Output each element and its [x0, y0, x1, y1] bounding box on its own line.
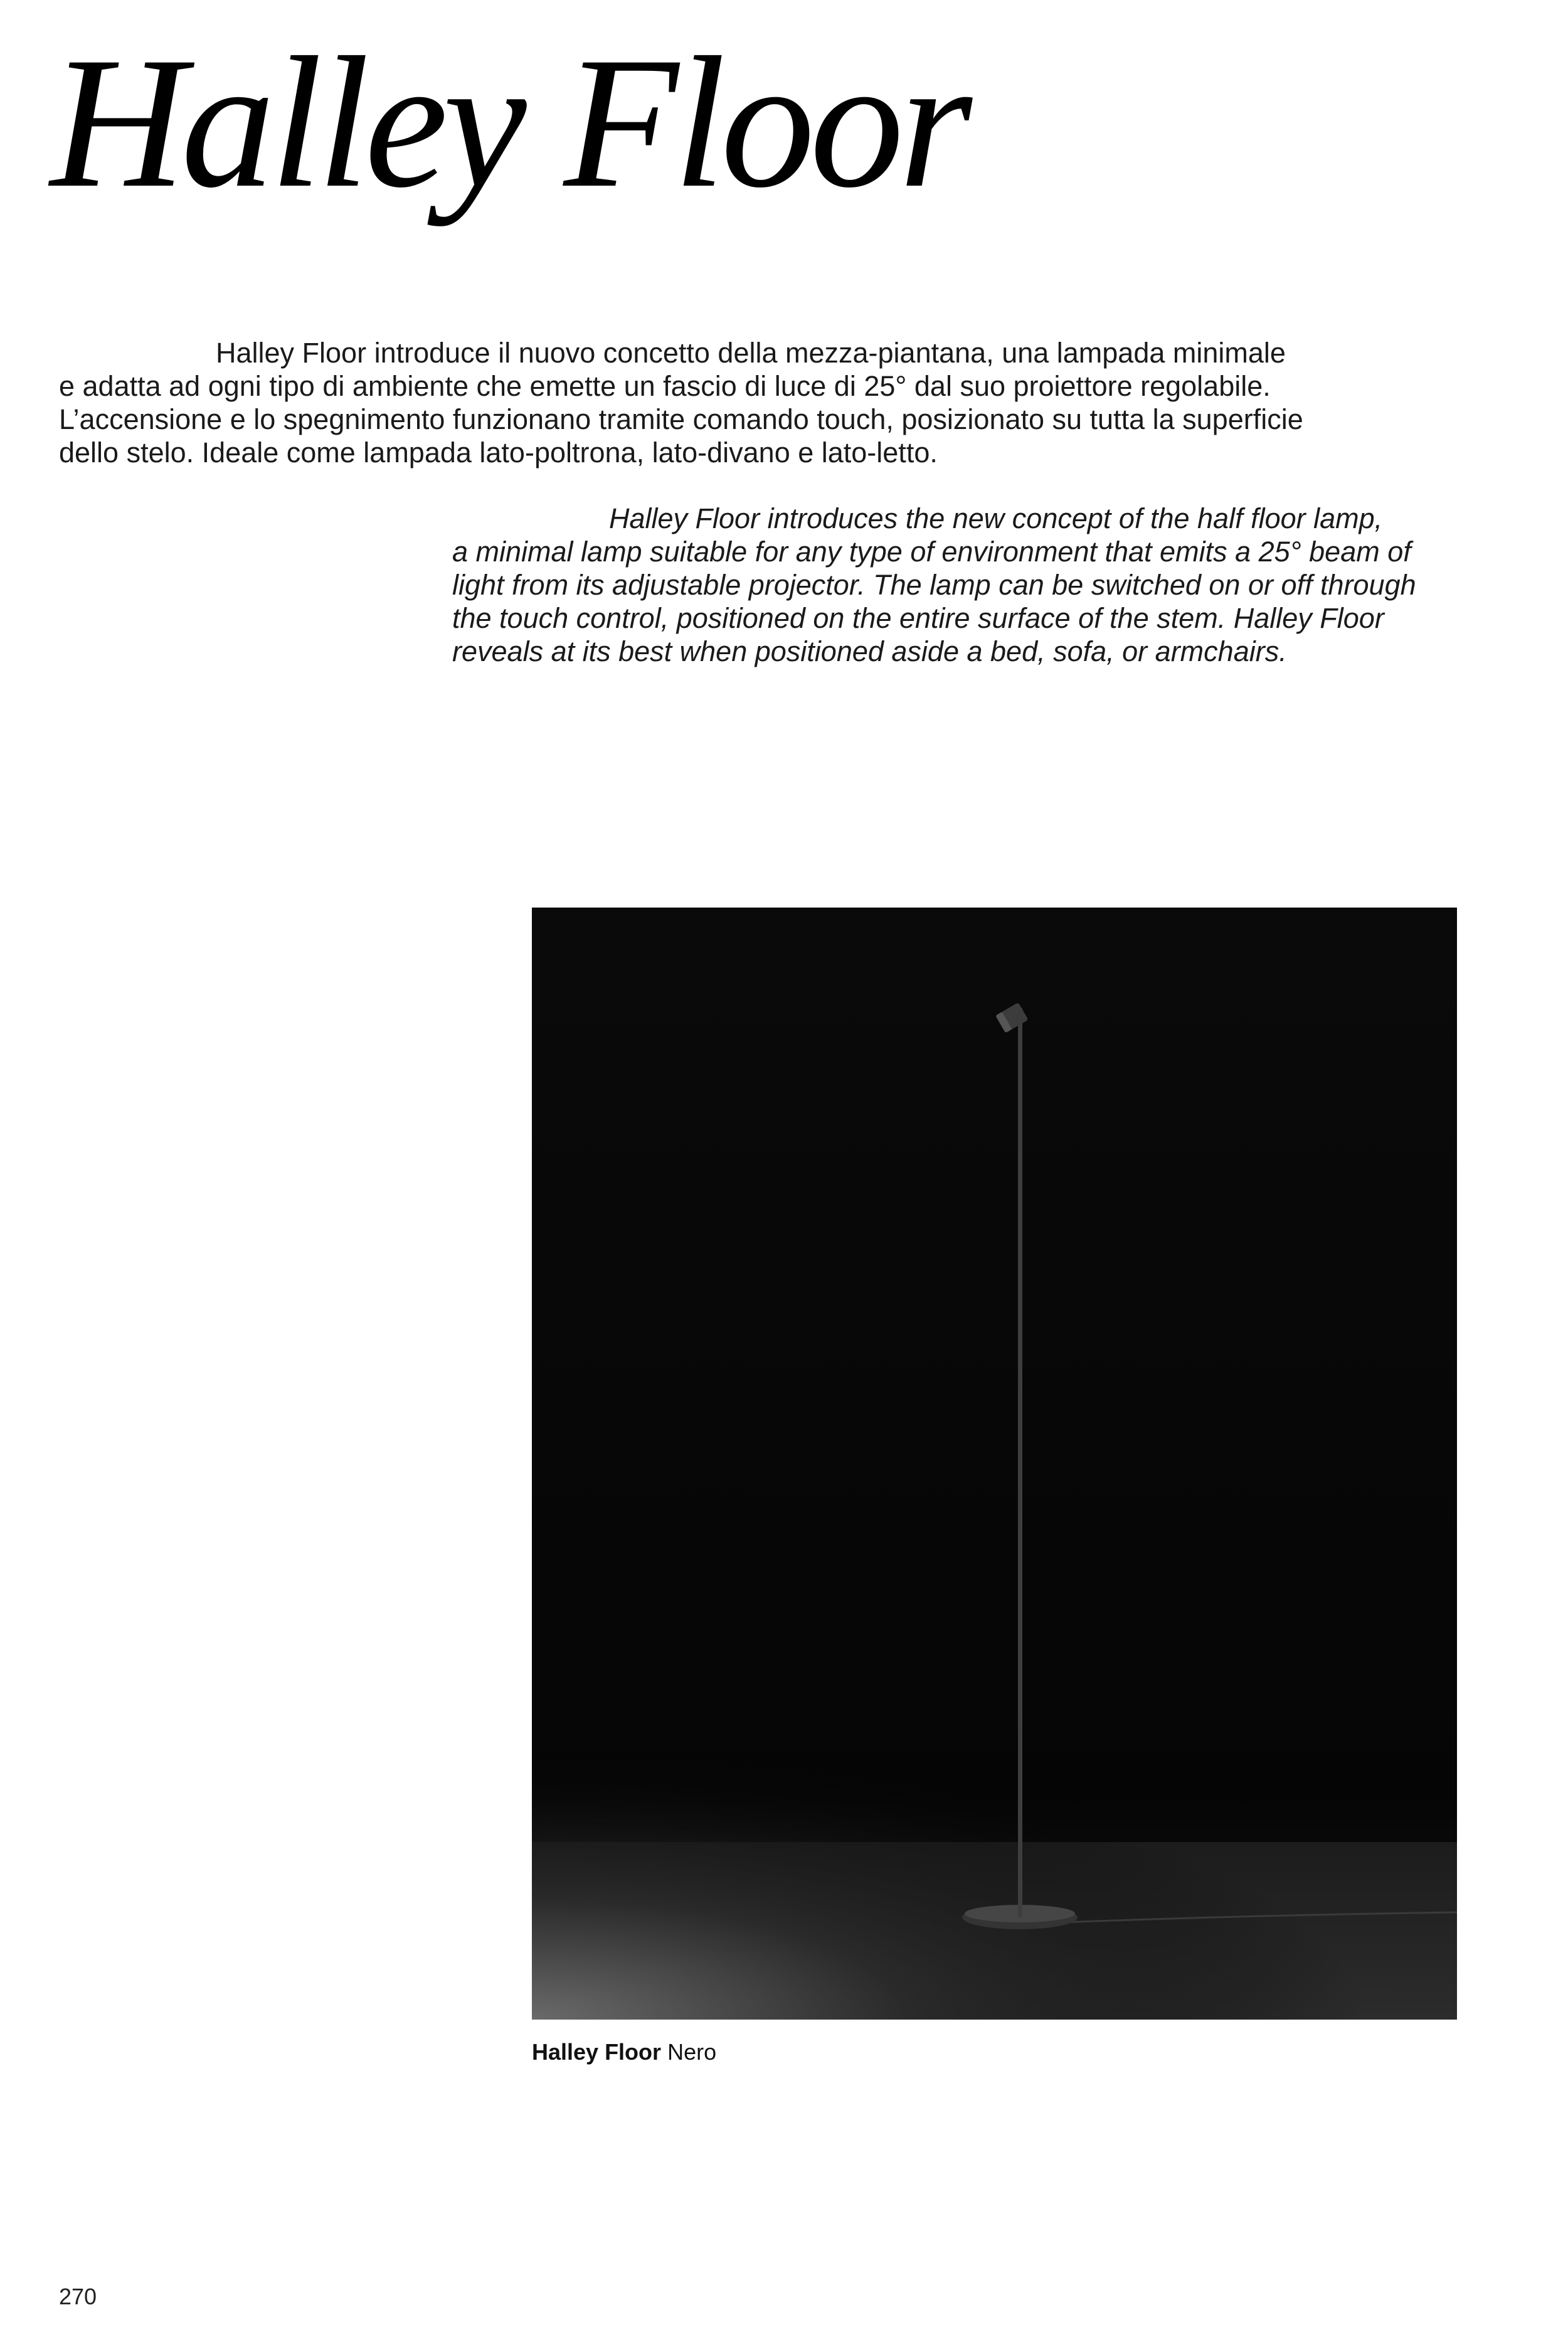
italian-line: Halley Floor introduce il nuovo concetto della mezza-piantana, una lampada minimale — [216, 337, 1286, 369]
italian-line: L’accensione e lo spegnimento funzionano tramite comando touch, posizionato su tutta la superficie — [59, 403, 1303, 435]
english-line: the touch control, positioned on the entire surface of the stem. Halley Floor — [452, 602, 1384, 634]
page-number: 270 — [59, 2284, 97, 2309]
italian-line: dello stelo. Ideale come lampada lato-poltrona, lato-divano e lato-letto. — [59, 437, 938, 469]
italian-line: e adatta ad ogni tipo di ambiente che emette un fascio di luce di 25° dal suo proiettore regolabile. — [59, 370, 1271, 402]
italian-description — [59, 336, 1303, 469]
page-title: Halley Floor — [50, 18, 968, 226]
english-line: Halley Floor introduces the new concept of the half floor lamp, — [609, 502, 1383, 534]
photo-caption — [532, 2038, 716, 2066]
lamp-stem — [1018, 1008, 1022, 1917]
english-description — [452, 502, 1416, 668]
caption-product-name: Halley Floor — [532, 2039, 662, 2065]
english-line: light from its adjustable projector. The lamp can be switched on or off through — [452, 569, 1416, 601]
english-line: reveals at its best when positioned aside a bed, sofa, or armchairs. — [452, 635, 1287, 667]
lamp-illustration — [532, 908, 1457, 2020]
product-photo — [532, 908, 1457, 2020]
photo-floor-glow — [532, 1723, 1457, 2020]
caption-finish: Nero — [667, 2039, 717, 2065]
english-line: a minimal lamp suitable for any type of environment that emits a 25° beam of — [452, 536, 1411, 568]
